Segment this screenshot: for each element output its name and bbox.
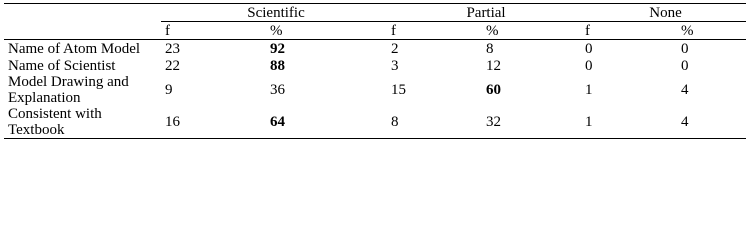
cell-partial-percent: 32: [482, 106, 581, 139]
cell-partial-percent: 60: [486, 82, 502, 98]
cell-scientific-f: 9: [165, 82, 173, 98]
subheader-empty-cell: [4, 22, 161, 40]
row-label: Model Drawing and Explanation: [8, 74, 129, 106]
results-table: [4, 3, 746, 139]
subheader-scientific-f: f: [161, 22, 266, 40]
cell-scientific-percent: 92: [270, 40, 285, 57]
table-row: [4, 40, 746, 58]
table-row: [4, 74, 746, 106]
row-label: Consistent with Textbook: [4, 106, 161, 139]
cell-scientific-percent: 36: [270, 82, 285, 98]
cell-scientific-percent: 64: [266, 106, 387, 139]
cell-scientific-f: 16: [161, 106, 266, 139]
subheader-scientific-percent: %: [266, 22, 387, 40]
cell-partial-f: 8: [387, 106, 482, 139]
group-header-scientific: Scientific: [161, 4, 387, 22]
table-row: [4, 106, 746, 139]
row-label: Name of Scientist: [8, 57, 116, 74]
cell-partial-f: 15: [391, 82, 407, 98]
cell-none-f: 0: [585, 57, 593, 74]
cell-partial-f: 2: [391, 40, 399, 57]
cell-none-f: 1: [585, 82, 593, 98]
group-header-none: None: [581, 4, 746, 22]
subheader-row: [4, 22, 746, 40]
group-header-row: [4, 4, 746, 22]
cell-partial-percent: 8: [486, 40, 494, 57]
cell-scientific-f: 23: [165, 40, 180, 57]
cell-scientific-f: 22: [165, 57, 180, 74]
header-empty-cell: [4, 4, 161, 22]
cell-partial-f: 3: [391, 57, 399, 74]
cell-none-percent: 4: [681, 82, 689, 98]
group-header-partial: Partial: [387, 4, 581, 22]
cell-none-percent: 0: [681, 57, 689, 74]
row-label: Name of Atom Model: [8, 40, 141, 57]
cell-none-percent: 0: [681, 40, 689, 57]
table-row: [4, 57, 746, 74]
subheader-partial-f: f: [387, 22, 482, 40]
cell-partial-percent: 12: [486, 57, 502, 74]
cell-scientific-percent: 88: [270, 57, 285, 74]
cell-none-percent: 4: [677, 106, 746, 139]
subheader-none-percent: %: [677, 22, 746, 40]
cell-none-f: 1: [581, 106, 677, 139]
results-table-container: [4, 3, 746, 139]
subheader-partial-percent: %: [482, 22, 581, 40]
cell-none-f: 0: [585, 40, 593, 57]
subheader-none-f: f: [581, 22, 677, 40]
